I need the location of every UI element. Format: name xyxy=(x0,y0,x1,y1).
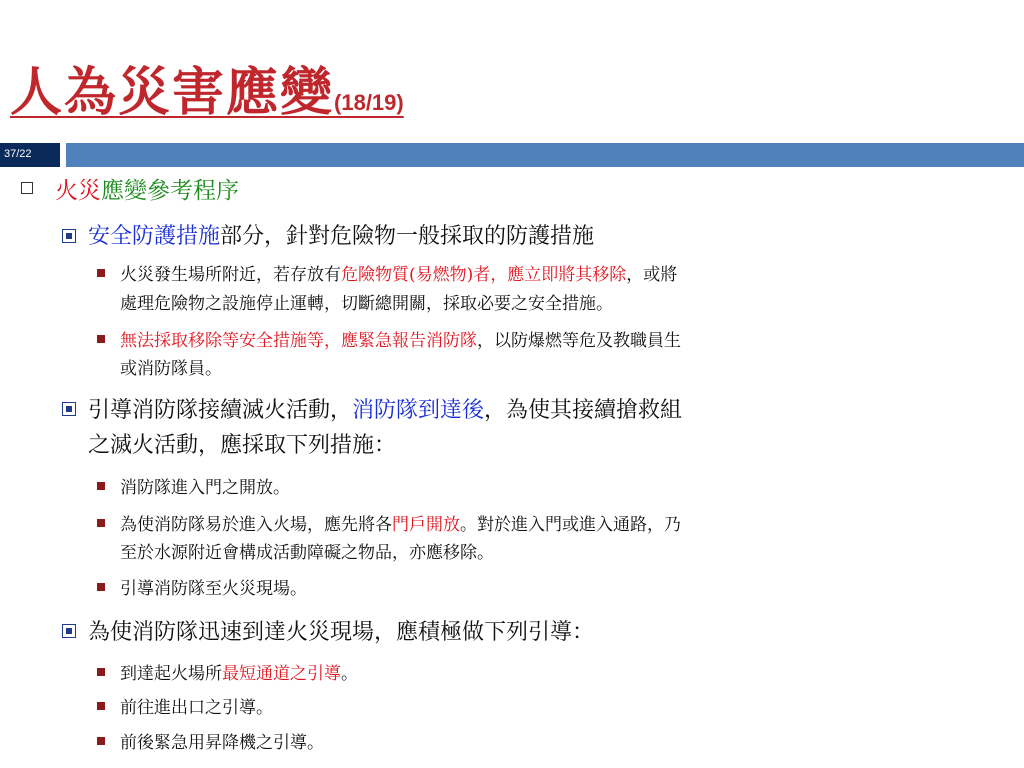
text-span-blue: 消防隊到達後 xyxy=(352,398,485,423)
text-span: 引導消防隊接續滅火活動， xyxy=(88,398,353,423)
slide-title xyxy=(10,50,404,125)
blue-square-bullet xyxy=(62,624,76,638)
section3-item3: 前後緊急用昇降機之引導。 xyxy=(120,733,324,753)
slide-title-number: (18/19) xyxy=(334,90,404,115)
hollow-square-bullet xyxy=(21,182,33,194)
red-square-bullet xyxy=(97,737,105,745)
section1-item2-line1 xyxy=(120,326,681,351)
section1-item2-line2: 或消防隊員。 xyxy=(120,359,222,379)
red-square-bullet xyxy=(97,482,105,490)
heading-procedure: 應變參考程序 xyxy=(101,178,239,204)
slide-title-main: 人為災害應變 xyxy=(10,62,335,123)
header-bar xyxy=(66,143,1024,167)
blue-square-bullet xyxy=(62,402,76,416)
red-square-bullet xyxy=(97,519,105,527)
slide-number: 37/22 xyxy=(4,148,32,160)
section1-item1-line2: 處理危險物之設施停止運轉，切斷總開關，採取必要之安全措施。 xyxy=(120,294,613,314)
section3-item1 xyxy=(120,659,358,684)
text-span: 。 xyxy=(341,664,358,684)
text-span-red: 門戶開放 xyxy=(392,515,460,535)
text-span: ，以防爆燃等危及教職員生 xyxy=(477,331,681,351)
text-span: ，或將 xyxy=(626,265,678,285)
section2-line2: 之滅火活動，應採取下列措施： xyxy=(88,433,397,458)
text-span: ，為使其接續搶救組 xyxy=(484,398,683,423)
section2-item1: 消防隊進入門之開放。 xyxy=(120,478,290,498)
heading-fire: 火災 xyxy=(55,178,101,204)
red-square-bullet xyxy=(97,269,105,277)
heading-line xyxy=(55,172,239,205)
red-square-bullet xyxy=(97,668,105,676)
text-span: 火災發生場所附近，若存放有 xyxy=(120,265,341,285)
text-span-red: 最短通道之引導 xyxy=(222,664,341,684)
text-span: 到達起火場所 xyxy=(120,664,222,684)
text-span-red: 危險物質(易燃物)者，應立即將其移除 xyxy=(341,265,627,285)
red-square-bullet xyxy=(97,583,105,591)
section2-item2-line2: 至於水源附近會構成活動障礙之物品，亦應移除。 xyxy=(120,543,494,563)
section1-item1-line1 xyxy=(120,260,677,285)
blue-square-bullet xyxy=(62,229,76,243)
section2-item2-line1 xyxy=(120,510,681,535)
text-span: 為使消防隊易於進入火場，應先將各 xyxy=(120,515,392,535)
red-square-bullet xyxy=(97,335,105,343)
red-square-bullet xyxy=(97,702,105,710)
section1-heading xyxy=(88,219,594,250)
text-span-red: 無法採取移除等安全措施等，應緊急報告消防隊 xyxy=(120,331,477,351)
section1-label-blue: 安全防護措施 xyxy=(88,224,221,249)
header-band xyxy=(0,143,1024,167)
section2-line1 xyxy=(88,393,682,424)
section2-item3: 引導消防隊至火災現場。 xyxy=(120,579,307,599)
text-span: 。對於進入門或進入通路，乃 xyxy=(460,515,681,535)
section3-line1: 為使消防隊迅速到達火災現場，應積極做下列引導： xyxy=(88,620,595,645)
section1-label-rest: 部分，針對危險物一般採取的防護措施 xyxy=(220,224,595,249)
slide-number-box xyxy=(0,143,60,167)
section3-item2: 前往進出口之引導。 xyxy=(120,698,273,718)
